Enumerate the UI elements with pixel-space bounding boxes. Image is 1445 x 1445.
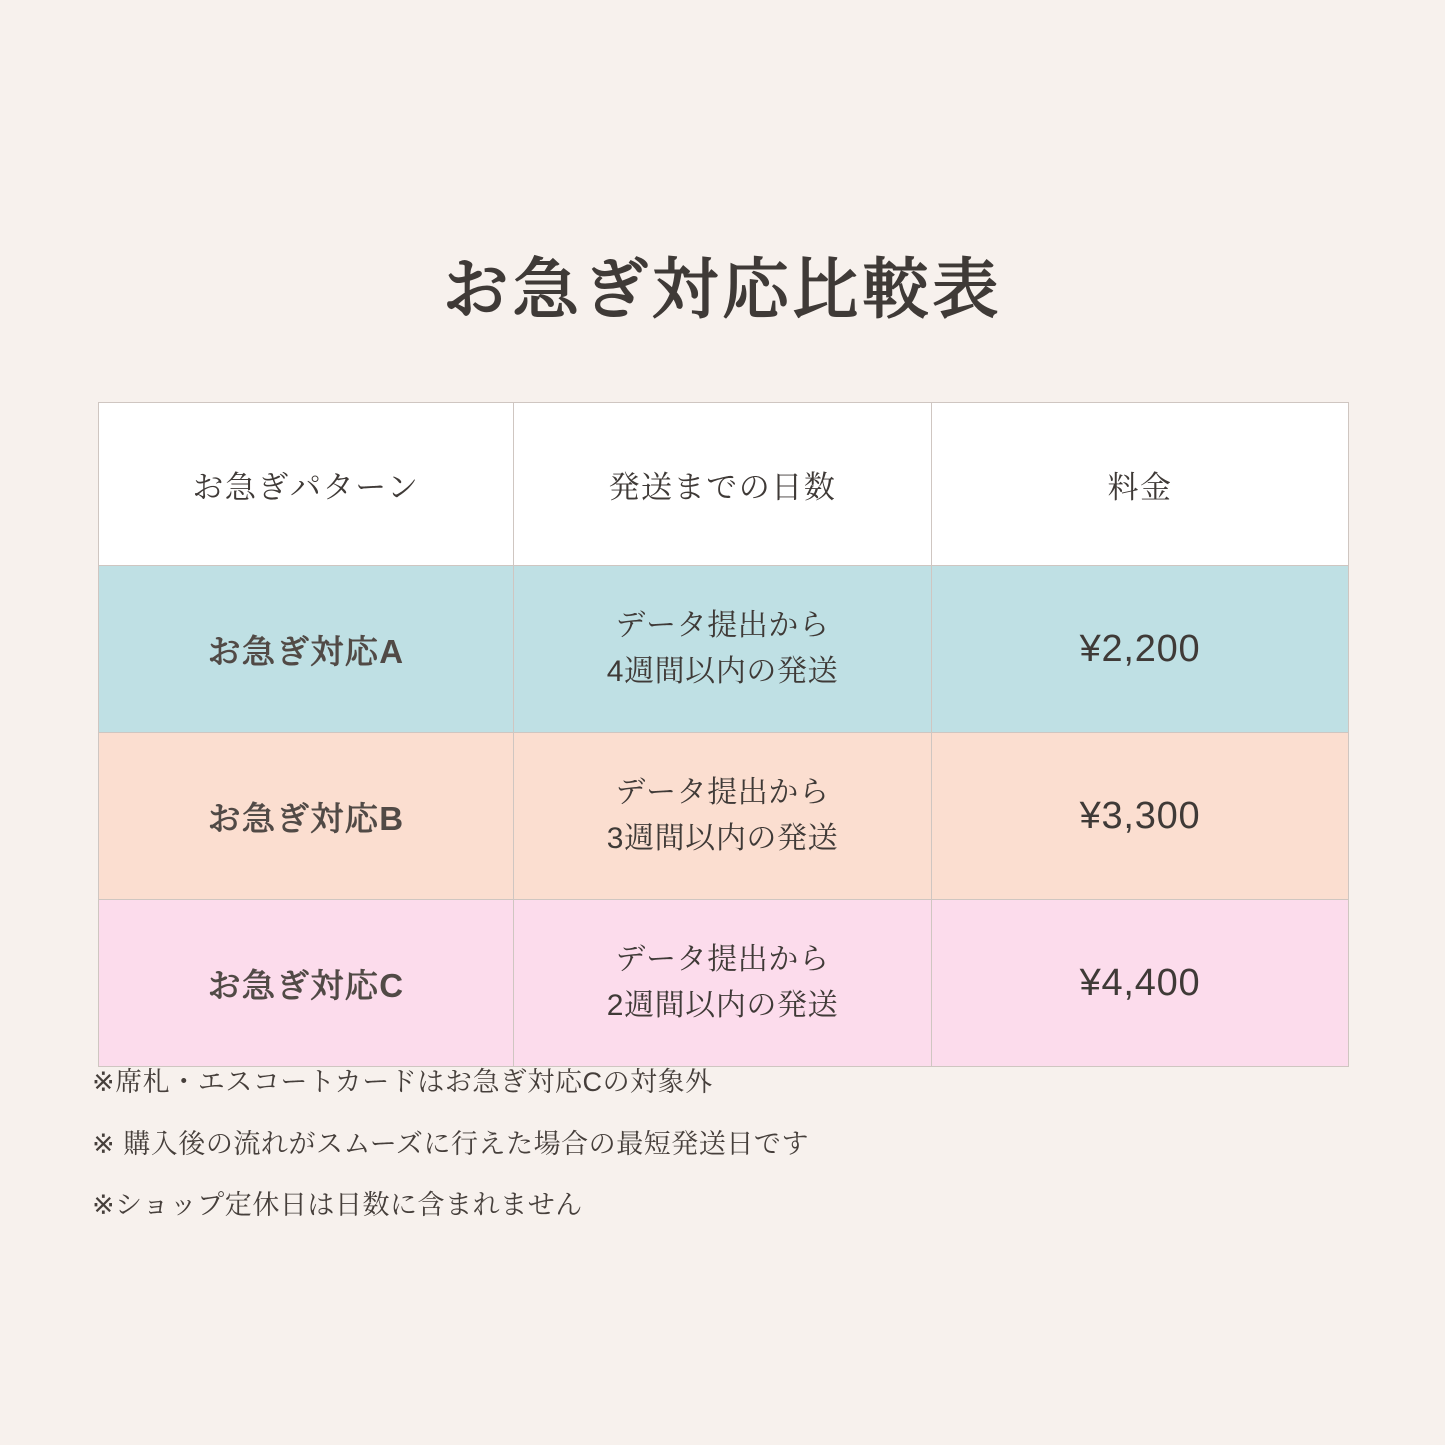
table-row [99,733,1349,900]
comparison-table [98,402,1349,1067]
days-line-1: データ提出から [615,942,830,976]
column-header-price: 料金 [932,403,1349,566]
page-title: お急ぎ対応比較表 [442,252,1003,326]
cell-price-b: ¥3,300 [932,733,1349,900]
table-row [99,900,1349,1067]
cell-pattern-a: お急ぎ対応A [99,566,514,733]
cell-price-c: ¥4,400 [932,900,1349,1067]
days-line-2: 2週間以内の発送 [606,989,839,1022]
note-item: ※ショップ定休日は日数に含まれません [92,1190,583,1221]
cell-pattern-b: お急ぎ対応B [99,733,514,900]
days-line-2: 4週間以内の発送 [606,655,839,688]
comparison-table-container [98,402,1348,1067]
column-header-days: 発送までの日数 [514,403,932,566]
note-item: ※ 購入後の流れがスムーズに行えた場合の最短発送日です [92,1128,810,1159]
days-line-1: データ提出から [615,775,830,809]
cell-price-a: ¥2,200 [932,566,1349,733]
table-header [99,403,1349,566]
cell-days-b [514,733,932,900]
days-line-1: データ提出から [615,608,830,642]
table-header-row [99,403,1349,566]
cell-days-a [514,566,932,733]
table-body [99,566,1349,1067]
notes-list [92,1068,1372,1253]
cell-days-c [514,900,932,1067]
table-row [99,566,1349,733]
column-header-pattern: お急ぎパターン [99,403,514,566]
note-item: ※席札・エスコートカードはお急ぎ対応Cの対象外 [92,1067,713,1097]
cell-pattern-c: お急ぎ対応C [99,900,514,1067]
days-line-2: 3週間以内の発送 [606,822,839,855]
